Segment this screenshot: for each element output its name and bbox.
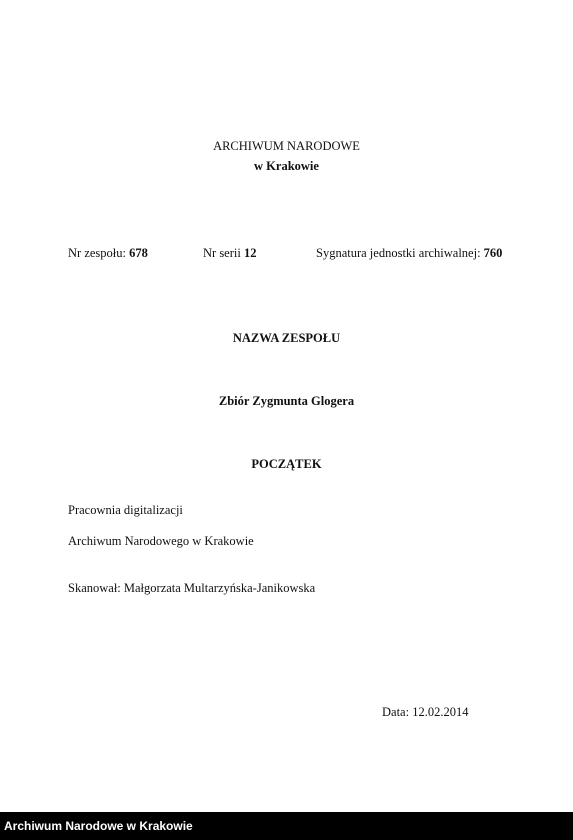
body-line-2: Archiwum Narodowego w Krakowie <box>68 534 254 548</box>
fonds-number-value: 678 <box>129 246 148 260</box>
unit-signature-label: Sygnatura jednostki archiwalnej: <box>316 246 484 260</box>
series-number-label: Nr serii <box>203 246 244 260</box>
archive-title: ARCHIWUM NARODOWE <box>213 139 360 153</box>
scanned-by: Skanował: Małgorzata Multarzyńska-Janikowska <box>68 581 316 595</box>
archive-location: w Krakowie <box>254 159 319 173</box>
fonds-number-label: Nr zespołu: <box>68 246 130 260</box>
footer-bar <box>0 812 573 840</box>
fonds-heading: NAZWA ZESPOŁU <box>232 331 341 345</box>
body-line-1: Pracownia digitalizacji <box>68 503 183 517</box>
unit-signature <box>316 245 502 261</box>
unit-signature-value: 760 <box>483 246 503 260</box>
fonds-name: Zbiór Zygmunta Glogera <box>218 394 355 408</box>
scan-date: Data: 12.02.2014 <box>382 705 469 719</box>
series-number-value: 12 <box>243 246 257 260</box>
series-number <box>203 245 256 261</box>
fonds-number <box>68 245 148 261</box>
footer-text: Archiwum Narodowe w Krakowie <box>4 819 193 833</box>
section-heading: POCZĄTEK <box>251 457 322 471</box>
